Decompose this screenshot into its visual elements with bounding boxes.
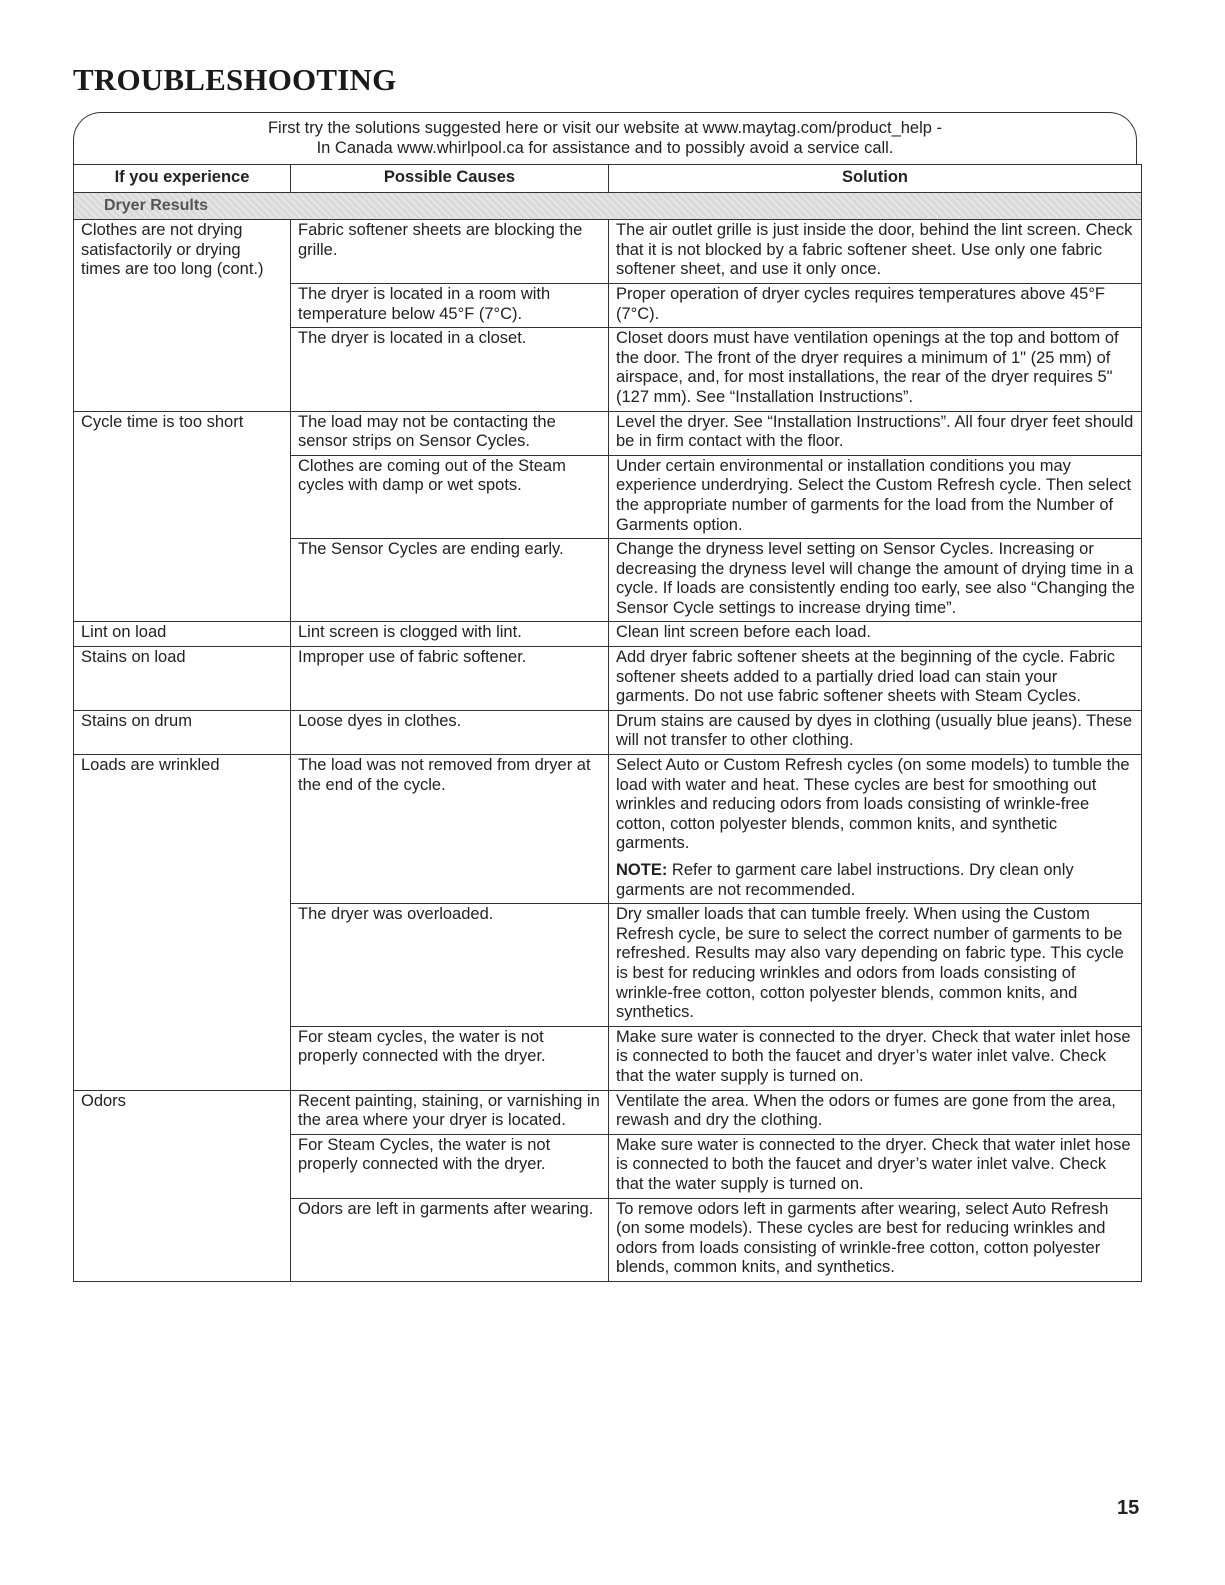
troubleshooting-table: [73, 164, 1142, 1282]
header-causes: Possible Causes: [291, 165, 609, 193]
cause-cell: Recent painting, staining, or varnishing in the area where your dryer is located.: [291, 1090, 609, 1134]
table-row: [74, 1026, 1142, 1090]
solution-cell: Closet doors must have ventilation openings at the top and bottom of the door. The front of the dryer requires a minimum of 1" (25 mm) of airspace, and, for most installations, the rear of the dryer requires 5" (127 mm). See “Installation Instructions”.: [609, 328, 1142, 411]
solution-cell: Proper operation of dryer cycles requires temperatures above 45°F (7°C).: [609, 283, 1142, 327]
experience-cell: Stains on load: [74, 647, 291, 711]
solution-cell: Make sure water is connected to the dryer. Check that water inlet hose is connected to both the faucet and dryer’s water inlet valve. Check that the water supply is turned on.: [609, 1026, 1142, 1090]
note-label: NOTE:: [616, 861, 668, 879]
experience-cell: [74, 328, 291, 411]
table-row: [74, 283, 1142, 327]
solution-cell: Under certain environmental or installation conditions you may experience underdrying. Select the Custom Refresh cycle. Then select the appropriate number of garments for the load from the Number of Garments option.: [609, 455, 1142, 538]
cause-cell: For Steam Cycles, the water is not properly connected with the dryer.: [291, 1134, 609, 1198]
intro-box: [73, 112, 1137, 164]
table-row: [74, 647, 1142, 711]
table-row: [74, 539, 1142, 622]
page-title: TROUBLESHOOTING: [73, 62, 397, 97]
solution-cell: Make sure water is connected to the dryer. Check that water inlet hose is connected to both the faucet and dryer’s water inlet valve. Check that the water supply is turned on.: [609, 1134, 1142, 1198]
solution-cell: Dry smaller loads that can tumble freely. When using the Custom Refresh cycle, be sure to select the correct number of garments to be refreshed. Results may also vary depending on fabric type. This cycle is best for reducing wrinkles and odors from loads consisting of wrinkle-free cotton, cotton polyester blends, common knits, and synthetics.: [609, 904, 1142, 1027]
cause-cell: The dryer is located in a room with temperature below 45°F (7°C).: [291, 283, 609, 327]
experience-cell: [74, 1026, 291, 1090]
cause-cell: Loose dyes in clothes.: [291, 710, 609, 754]
table-row: [74, 1198, 1142, 1281]
solution-cell: Change the dryness level setting on Sensor Cycles. Increasing or decreasing the dryness level will change the amount of drying time in a cycle. If loads are consistently ending too early, see also “Changing the Sensor Cycle settings to increase drying time”.: [609, 539, 1142, 622]
table-row: [74, 755, 1142, 904]
solution-cell: Clean lint screen before each load.: [609, 622, 1142, 647]
cause-cell: The dryer is located in a closet.: [291, 328, 609, 411]
cause-cell: The Sensor Cycles are ending early.: [291, 539, 609, 622]
experience-cell: Odors: [74, 1090, 291, 1134]
table-row: [74, 1134, 1142, 1198]
table-row: [74, 220, 1142, 284]
section-title: Dryer Results: [74, 192, 1142, 220]
experience-cell: Lint on load: [74, 622, 291, 647]
table-row: [74, 904, 1142, 1027]
experience-cell: [74, 539, 291, 622]
solution-cell: Ventilate the area. When the odors or fumes are gone from the area, rewash and dry the clothing.: [609, 1090, 1142, 1134]
intro-line-2: In Canada www.whirlpool.ca for assistance and to possibly avoid a service call.: [316, 139, 894, 157]
solution-cell: To remove odors left in garments after wearing, select Auto Refresh (on some models). These cycles are best for reducing wrinkles and odors from loads consisting of wrinkle-free cotton, cotton polyester blends, common knits, and synthetics.: [609, 1198, 1142, 1281]
table-header-row: [74, 165, 1142, 193]
solution-text: Select Auto or Custom Refresh cycles (on some models) to tumble the load with water and heat. These cycles are best for smoothing out wrinkles and reducing odors from loads consisting of wrinkle-free cotton, cotton polyester blends, common knits, and synthetic garments.: [616, 756, 1130, 853]
intro-line-1: First try the solutions suggested here or visit our website at www.maytag.com/product_help -: [267, 119, 943, 137]
table-row: [74, 455, 1142, 538]
cause-cell: Clothes are coming out of the Steam cycles with damp or wet spots.: [291, 455, 609, 538]
cause-cell: The load may not be contacting the sensor strips on Sensor Cycles.: [291, 411, 609, 455]
header-experience: If you experience: [74, 165, 291, 193]
table-row: [74, 710, 1142, 754]
table-row: [74, 411, 1142, 455]
experience-cell: Loads are wrinkled: [74, 755, 291, 904]
cause-cell: The load was not removed from dryer at the end of the cycle.: [291, 755, 609, 904]
experience-cell: Stains on drum: [74, 710, 291, 754]
cause-cell: For steam cycles, the water is not properly connected with the dryer.: [291, 1026, 609, 1090]
cause-cell: Improper use of fabric softener.: [291, 647, 609, 711]
experience-cell: [74, 1198, 291, 1281]
experience-cell: [74, 904, 291, 1027]
table-row: [74, 622, 1142, 647]
page-number: 15: [1117, 1497, 1140, 1519]
solution-cell: Add dryer fabric softener sheets at the beginning of the cycle. Fabric softener sheets added to a partially dried load can stain your garments. Do not use fabric softener sheets with Steam Cycles.: [609, 647, 1142, 711]
experience-cell: Cycle time is too short: [74, 411, 291, 455]
note-text: [616, 861, 1135, 900]
section-row: [74, 192, 1142, 220]
solution-cell: Level the dryer. See “Installation Instructions”. All four dryer feet should be in firm contact with the floor.: [609, 411, 1142, 455]
solution-cell: [609, 755, 1142, 904]
experience-cell: [74, 283, 291, 327]
header-solution: Solution: [609, 165, 1142, 193]
solution-cell: Drum stains are caused by dyes in clothing (usually blue jeans). These will not transfer to other clothing.: [609, 710, 1142, 754]
experience-cell: [74, 1134, 291, 1198]
cause-cell: Fabric softener sheets are blocking the grille.: [291, 220, 609, 284]
cause-cell: Lint screen is clogged with lint.: [291, 622, 609, 647]
table-row: [74, 1090, 1142, 1134]
solution-cell: The air outlet grille is just inside the door, behind the lint screen. Check that it is not blocked by a fabric softener sheet. Use only one fabric softener sheet, and use it only once.: [609, 220, 1142, 284]
table-row: [74, 328, 1142, 411]
cause-cell: Odors are left in garments after wearing.: [291, 1198, 609, 1281]
cause-cell: The dryer was overloaded.: [291, 904, 609, 1027]
note-body: Refer to garment care label instructions. Dry clean only garments are not recommended.: [616, 861, 1074, 899]
experience-cell: Clothes are not drying satisfactorily or drying times are too long (cont.): [74, 220, 291, 284]
experience-cell: [74, 455, 291, 538]
